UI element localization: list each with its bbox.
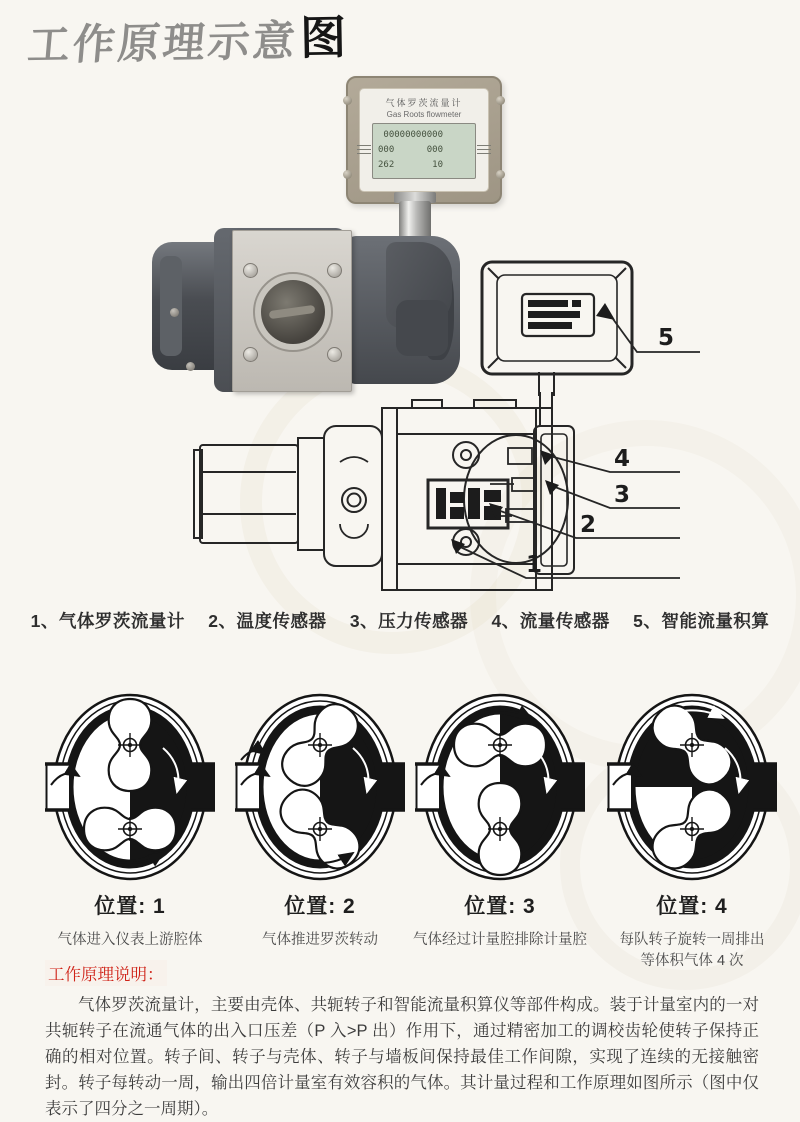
display-title-cn: 气体罗茨流量计 xyxy=(385,98,463,108)
rotor-diagram-svg xyxy=(235,690,405,885)
arrow-icon xyxy=(596,303,615,320)
position-desc: 气体经过计量腔排除计量腔 xyxy=(413,932,587,948)
screw-icon xyxy=(186,362,195,371)
panel-nameplate-text-blocks xyxy=(528,300,615,329)
position-caption-3 xyxy=(400,890,600,951)
lcd-line-3: 262 10 xyxy=(378,160,444,170)
legend-item-5: 5、智能流量积算 xyxy=(633,611,770,631)
page-title xyxy=(27,1,346,73)
position-caption-1 xyxy=(30,890,230,951)
flange-opening xyxy=(261,280,325,344)
rotor-diagram-position-3 xyxy=(415,690,585,885)
rotor-diagram-position-1 xyxy=(45,690,215,885)
legend-item-2: 2、温度传感器 xyxy=(208,611,327,631)
bolt-icon xyxy=(343,170,352,179)
bolt-icon xyxy=(243,347,258,362)
callout-3: 3 xyxy=(614,482,631,508)
explanation-heading: 工作原理说明： xyxy=(45,960,167,986)
position-label: 位置: 2 xyxy=(284,895,356,918)
display-faceplate xyxy=(359,88,489,192)
page-title-text: 工作原理示意 xyxy=(25,17,300,69)
position-label: 位置: 3 xyxy=(464,895,536,918)
flowmeter-technical-drawing xyxy=(190,392,682,608)
rotor-diagram-svg xyxy=(415,690,585,885)
display-panel-drawing xyxy=(474,256,702,401)
rotor-diagram-svg xyxy=(45,690,215,885)
callout-5: 5 xyxy=(658,325,675,351)
bolt-icon xyxy=(327,347,342,362)
decorative-stripes xyxy=(357,145,371,154)
callout-1: 1 xyxy=(526,552,543,578)
legend-item-1: 1、气体罗茨流量计 xyxy=(30,611,185,631)
flow-computer-display-photo xyxy=(346,76,502,204)
page-title-last-char: 图 xyxy=(299,11,347,65)
position-desc: 气体推进罗茨转动 xyxy=(262,932,378,948)
explanation-section xyxy=(45,960,759,1122)
position-label: 位置: 1 xyxy=(94,895,166,918)
screw-icon xyxy=(170,308,179,317)
display-title-en: Gas Roots flowmeter xyxy=(386,110,462,119)
position-label: 位置: 4 xyxy=(656,895,728,918)
rotor-diagram-position-2 xyxy=(235,690,405,885)
position-desc: 气体进入仪表上游腔体 xyxy=(57,932,203,948)
callout-arrowheads xyxy=(451,450,559,554)
lcd-line-2: 000 000 xyxy=(378,145,444,155)
bolt-icon xyxy=(496,170,505,179)
bolt-icon xyxy=(327,263,342,278)
callout-2: 2 xyxy=(580,512,597,538)
rotor-diagram-svg xyxy=(607,690,777,885)
left-housing-cap xyxy=(160,256,182,356)
bolt-icon xyxy=(496,96,505,105)
bolt-icon xyxy=(343,96,352,105)
explanation-body: 气体罗茨流量计，主要由壳体、共轭转子和智能流量积算仪等部件构成。装于计量室内的一对共轭转子在流通气体的出入口压差（P 入>P 出）作用下，通过精密加工的调校齿轮使转子保持正确的相对位置。转子间、转子与壳体、转子与墙板间保持最佳工作间隙，实现了连续的无接触密封。转子每转动一周，输出四倍计量室有效容积的气体。其计量过程和工作原理如图所示（图中仅表示了四分之一周期）。 xyxy=(45,996,759,1118)
legend-item-3: 3、压力传感器 xyxy=(349,611,469,631)
lcd-screen xyxy=(372,123,476,179)
position-caption-2 xyxy=(220,890,420,951)
lcd-line-1: 00000000000 xyxy=(378,130,444,140)
pipe-elbow-base xyxy=(396,300,448,356)
callout-4: 4 xyxy=(614,446,631,472)
legend xyxy=(0,608,800,633)
rotor-diagram-position-4 xyxy=(607,690,777,885)
position-desc: 每队转子旋转一周排出等体积气体 4 次 xyxy=(619,932,765,969)
rotor-shaft xyxy=(269,305,316,319)
legend-item-4: 4、流量传感器 xyxy=(491,611,610,631)
bolt-icon xyxy=(243,263,258,278)
decorative-stripes xyxy=(477,145,491,154)
